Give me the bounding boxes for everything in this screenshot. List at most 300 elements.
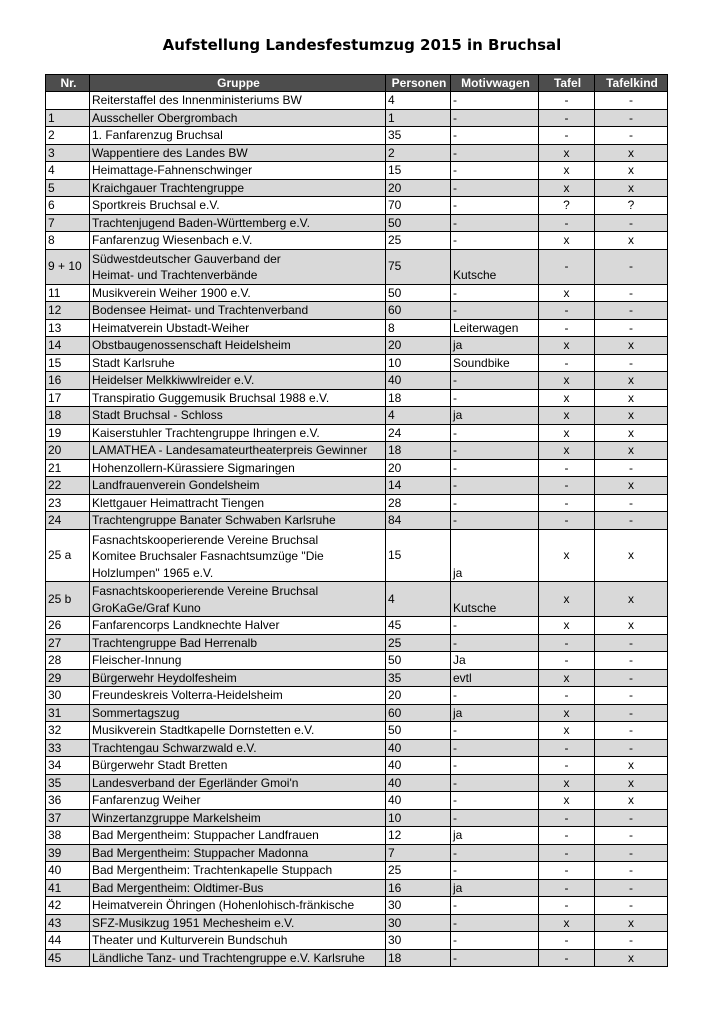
cell-tafelkind: x [595,949,668,967]
table-row [46,914,668,932]
table-row [46,757,668,775]
cell-tafelkind: x [595,477,668,495]
table-row [46,389,668,407]
cell-tafel: x [539,284,595,302]
cell-gruppe [90,494,386,512]
cell-personen: 24 [386,424,451,442]
table-row [46,529,668,582]
cell-gruppe [90,774,386,792]
cell-personen: 50 [386,722,451,740]
cell-personen: 10 [386,354,451,372]
cell-nr: 28 [46,652,90,670]
cell-tafel: x [539,407,595,425]
gruppe-line: Heimattage-Fahnenschwinger [92,163,253,177]
gruppe-line: Landesverband der Egerländer Gmoi'n [92,775,299,790]
cell-gruppe [90,862,386,880]
table-row [46,354,668,372]
table-row [46,162,668,180]
table-row [46,477,668,495]
cell-tafelkind: - [595,932,668,950]
gruppe-line: Sommertagszug [92,705,180,720]
cell-personen: 14 [386,477,451,495]
gruppe-line: GroKaGe/Graf Kuno [92,600,201,615]
cell-nr: 43 [46,914,90,932]
cell-tafel: - [539,302,595,320]
gruppe-line: Winzertanzgruppe Markelsheim [92,810,261,825]
cell-nr: 12 [46,302,90,320]
table-row [46,704,668,722]
cell-personen: 28 [386,494,451,512]
cell-tafel: x [539,914,595,932]
cell-gruppe [90,407,386,425]
cell-personen: 1 [386,109,451,127]
cell-tafel: - [539,739,595,757]
cell-gruppe [90,372,386,390]
cell-tafel: - [539,757,595,775]
cell-nr: 15 [46,354,90,372]
cell-tafelkind: x [595,442,668,460]
cell-tafel: x [539,144,595,162]
cell-nr: 5 [46,179,90,197]
cell-tafelkind: x [595,617,668,635]
table-row [46,774,668,792]
cell-tafelkind: - [595,354,668,372]
cell-tafel: - [539,827,595,845]
cell-tafel: x [539,424,595,442]
cell-motivwagen: - [451,932,539,950]
cell-tafelkind: x [595,529,668,582]
gruppe-line: Trachtenjugend Baden-Württemberg e.V. [92,215,310,230]
gruppe-line: Musikverein Weiher 1900 e.V. [92,285,251,300]
cell-tafelkind: - [595,214,668,232]
gruppe-line: Heimat- und Trachtenverbände [92,268,258,282]
cell-personen: 15 [386,529,451,582]
table-row [46,179,668,197]
cell-personen: 50 [386,652,451,670]
cell-nr: 34 [46,757,90,775]
cell-tafel: - [539,459,595,477]
cell-nr: 1 [46,109,90,127]
header-personen: Personen [386,75,451,92]
cell-motivwagen: - [451,424,539,442]
cell-tafel: - [539,932,595,950]
header-gruppe: Gruppe [90,75,386,92]
table-row [46,617,668,635]
cell-gruppe [90,354,386,372]
gruppe-line: Heimatverein Öhringen (Hohenlohisch-fränkische [92,898,355,912]
gruppe-line: Komitee Bruchsaler Fasnachtsumzüge "Die [92,549,324,563]
cell-personen: 25 [386,862,451,880]
cell-tafelkind: - [595,319,668,337]
gruppe-line: Theater und Kulturverein Bundschuh [92,933,288,947]
cell-gruppe [90,704,386,722]
cell-tafelkind: x [595,792,668,810]
cell-tafel: - [539,512,595,530]
cell-personen: 20 [386,337,451,355]
cell-motivwagen: - [451,897,539,915]
cell-tafel: x [539,162,595,180]
cell-nr: 41 [46,879,90,897]
gruppe-line: Musikverein Stadtkapelle Dornstetten e.V. [92,723,315,737]
cell-personen: 10 [386,809,451,827]
cell-personen: 25 [386,634,451,652]
cell-gruppe [90,197,386,215]
cell-motivwagen: - [451,844,539,862]
cell-nr: 25 a [46,529,90,582]
cell-motivwagen: ja [451,879,539,897]
cell-motivwagen: evtl [451,669,539,687]
cell-tafel: - [539,879,595,897]
cell-tafel: - [539,687,595,705]
table-row [46,792,668,810]
cell-nr: 44 [46,932,90,950]
page-title: Aufstellung Landesfestumzug 2015 in Bruchsal [162,36,562,54]
cell-motivwagen: ja [451,827,539,845]
cell-personen: 40 [386,757,451,775]
cell-tafel: - [539,634,595,652]
cell-tafelkind: - [595,127,668,145]
table-row [46,669,668,687]
cell-personen: 18 [386,389,451,407]
table-row [46,932,668,950]
cell-gruppe [90,617,386,635]
gruppe-line: Bürgerwehr Stadt Bretten [92,758,228,772]
gruppe-line: Kraichgauer Trachtengruppe [92,180,245,195]
gruppe-line: Bad Mergentheim: Stuppacher Madonna [92,845,309,860]
cell-gruppe [90,792,386,810]
cell-gruppe [90,232,386,250]
cell-nr: 7 [46,214,90,232]
cell-gruppe [90,302,386,320]
cell-tafelkind: - [595,92,668,110]
cell-tafelkind: x [595,232,668,250]
cell-tafel: - [539,109,595,127]
cell-nr: 14 [46,337,90,355]
cell-tafelkind: - [595,459,668,477]
cell-motivwagen: - [451,617,539,635]
cell-nr: 6 [46,197,90,215]
table-row [46,827,668,845]
cell-personen: 40 [386,792,451,810]
cell-motivwagen: - [451,127,539,145]
cell-motivwagen: - [451,109,539,127]
cell-personen: 30 [386,914,451,932]
cell-tafel: - [539,897,595,915]
table-row [46,687,668,705]
cell-tafelkind: - [595,669,668,687]
gruppe-line: Stadt Bruchsal - Schloss [92,408,223,422]
gruppe-line: Südwestdeutscher Gauverband der [92,251,281,266]
cell-gruppe [90,652,386,670]
cell-nr: 32 [46,722,90,740]
cell-tafelkind: x [595,774,668,792]
gruppe-line: Kaiserstuhler Trachtengruppe Ihringen e.V. [92,425,320,440]
cell-gruppe [90,722,386,740]
cell-tafel: - [539,319,595,337]
cell-gruppe [90,144,386,162]
cell-tafelkind: x [595,389,668,407]
cell-tafelkind: - [595,704,668,722]
cell-personen: 18 [386,949,451,967]
header-tafel: Tafel [539,75,595,92]
cell-motivwagen: - [451,144,539,162]
header-nr: Nr. [46,75,90,92]
cell-personen: 12 [386,827,451,845]
cell-tafel: x [539,722,595,740]
cell-nr: 31 [46,704,90,722]
cell-gruppe [90,337,386,355]
cell-personen: 35 [386,127,451,145]
table-row [46,459,668,477]
cell-nr: 11 [46,284,90,302]
cell-gruppe [90,932,386,950]
gruppe-line: Bad Mergentheim: Stuppacher Landfrauen [92,828,319,842]
cell-personen: 18 [386,442,451,460]
cell-tafel: x [539,669,595,687]
cell-tafel: - [539,249,595,284]
gruppe-line: Wappentiere des Landes BW [92,145,248,160]
gruppe-line: Ausscheller Obergrombach [92,110,238,125]
gruppe-line: Bad Mergentheim: Trachtenkapelle Stuppach [92,863,333,877]
table-body [46,92,668,967]
cell-nr: 25 b [46,582,90,617]
cell-gruppe [90,477,386,495]
cell-personen: 2 [386,144,451,162]
cell-motivwagen: - [451,512,539,530]
cell-gruppe [90,459,386,477]
table-row [46,512,668,530]
cell-tafelkind: ? [595,197,668,215]
cell-gruppe [90,687,386,705]
cell-gruppe [90,914,386,932]
gruppe-line: Reiterstaffel des Innenministeriums BW [92,93,302,107]
table-row [46,372,668,390]
cell-motivwagen: Kutsche [451,582,539,617]
table-row [46,862,668,880]
cell-personen: 16 [386,879,451,897]
cell-nr: 4 [46,162,90,180]
cell-tafelkind: - [595,284,668,302]
cell-tafelkind: x [595,179,668,197]
cell-motivwagen: - [451,197,539,215]
cell-nr: 16 [46,372,90,390]
gruppe-line: Fanfarenzug Wiesenbach e.V. [92,233,253,247]
cell-gruppe [90,512,386,530]
cell-motivwagen: - [451,634,539,652]
cell-tafel: x [539,617,595,635]
cell-tafel: x [539,529,595,582]
gruppe-line: Trachtengau Schwarzwald e.V. [92,740,257,755]
cell-tafel: - [539,809,595,827]
cell-tafelkind: x [595,757,668,775]
cell-tafel: ? [539,197,595,215]
cell-nr: 3 [46,144,90,162]
cell-personen: 40 [386,372,451,390]
gruppe-line: Obstbaugenossenschaft Heidelsheim [92,338,291,352]
cell-tafel: x [539,704,595,722]
cell-motivwagen: - [451,494,539,512]
cell-tafel: x [539,582,595,617]
cell-gruppe [90,127,386,145]
header-tafelkind: Tafelkind [595,75,668,92]
cell-tafel: x [539,774,595,792]
table-row [46,127,668,145]
table-row [46,144,668,162]
gruppe-line: Freundeskreis Volterra-Heidelsheim [92,688,283,702]
cell-motivwagen: ja [451,337,539,355]
cell-tafelkind: x [595,914,668,932]
cell-nr: 35 [46,774,90,792]
table-row [46,949,668,967]
cell-personen: 75 [386,249,451,284]
cell-tafel: - [539,844,595,862]
cell-tafelkind: - [595,809,668,827]
cell-personen: 20 [386,179,451,197]
cell-tafelkind: x [595,162,668,180]
table-row [46,249,668,284]
cell-nr: 30 [46,687,90,705]
cell-nr: 21 [46,459,90,477]
cell-tafelkind: - [595,634,668,652]
cell-motivwagen: Soundbike [451,354,539,372]
cell-nr: 17 [46,389,90,407]
cell-nr: 20 [46,442,90,460]
cell-tafelkind: x [595,144,668,162]
gruppe-line: Bodensee Heimat- und Trachtenverband [92,303,309,317]
cell-gruppe [90,949,386,967]
cell-tafelkind: - [595,844,668,862]
cell-personen: 60 [386,704,451,722]
cell-nr: 38 [46,827,90,845]
cell-gruppe [90,389,386,407]
header-motivwagen: Motivwagen [451,75,539,92]
cell-gruppe [90,827,386,845]
cell-tafel: x [539,372,595,390]
cell-tafelkind: - [595,109,668,127]
cell-motivwagen: - [451,949,539,967]
cell-gruppe [90,757,386,775]
table-row [46,809,668,827]
cell-motivwagen: Kutsche [451,249,539,284]
cell-tafel: x [539,337,595,355]
cell-tafel: - [539,127,595,145]
cell-motivwagen: - [451,739,539,757]
cell-tafel: - [539,652,595,670]
table-row [46,302,668,320]
cell-gruppe [90,879,386,897]
cell-motivwagen: - [451,862,539,880]
gruppe-line: Trachtengruppe Banater Schwaben Karlsruhe [92,513,336,527]
gruppe-line: Ländliche Tanz- und Trachtengruppe e.V. Karlsruhe [92,950,365,965]
gruppe-line: Fanfarencorps Landknechte Halver [92,618,280,632]
cell-motivwagen: - [451,687,539,705]
cell-nr: 37 [46,809,90,827]
cell-nr: 40 [46,862,90,880]
cell-nr: 45 [46,949,90,967]
cell-gruppe [90,424,386,442]
cell-motivwagen: - [451,442,539,460]
cell-tafel: - [539,477,595,495]
cell-nr: 36 [46,792,90,810]
cell-personen: 20 [386,687,451,705]
cell-tafelkind: - [595,687,668,705]
cell-personen: 4 [386,582,451,617]
cell-personen: 84 [386,512,451,530]
cell-motivwagen: - [451,757,539,775]
table-row [46,652,668,670]
cell-tafelkind: x [595,337,668,355]
table-row [46,109,668,127]
cell-tafel: - [539,862,595,880]
cell-tafel: - [539,354,595,372]
cell-motivwagen: - [451,284,539,302]
cell-tafelkind: - [595,897,668,915]
cell-tafel: x [539,232,595,250]
table-row [46,92,668,110]
cell-tafel: x [539,389,595,407]
cell-motivwagen: - [451,914,539,932]
gruppe-line: Klettgauer Heimattracht Tiengen [92,495,265,510]
cell-nr: 19 [46,424,90,442]
cell-gruppe [90,284,386,302]
table-row [46,722,668,740]
cell-motivwagen: - [451,92,539,110]
cell-tafelkind: - [595,494,668,512]
gruppe-line: Landfrauenverein Gondelsheim [92,478,260,492]
table-row [46,337,668,355]
cell-nr [46,92,90,110]
cell-tafelkind: - [595,739,668,757]
gruppe-line: Transpiratio Guggemusik Bruchsal 1988 e.V. [92,390,330,405]
cell-gruppe [90,809,386,827]
cell-tafel: x [539,792,595,810]
cell-nr: 9 + 10 [46,249,90,284]
cell-personen: 25 [386,232,451,250]
cell-tafelkind: x [595,407,668,425]
cell-motivwagen: - [451,302,539,320]
table-row [46,494,668,512]
cell-gruppe [90,634,386,652]
cell-personen: 15 [386,162,451,180]
cell-tafelkind: - [595,879,668,897]
cell-motivwagen: - [451,162,539,180]
cell-personen: 4 [386,407,451,425]
table-header-row [46,75,668,92]
cell-tafel: - [539,949,595,967]
cell-personen: 4 [386,92,451,110]
table-row [46,879,668,897]
cell-gruppe [90,214,386,232]
gruppe-line: 1. Fanfarenzug Bruchsal [92,128,223,142]
cell-personen: 50 [386,214,451,232]
cell-nr: 23 [46,494,90,512]
cell-tafelkind: - [595,652,668,670]
gruppe-line: Sportkreis Bruchsal e.V. [92,198,220,212]
table-row [46,739,668,757]
cell-motivwagen: - [451,389,539,407]
table-row [46,232,668,250]
table-row [46,197,668,215]
gruppe-line: Fleischer-Innung [92,653,182,667]
gruppe-line: Bad Mergentheim: Oldtimer-Bus [92,880,264,895]
cell-gruppe [90,897,386,915]
cell-personen: 35 [386,669,451,687]
cell-gruppe [90,442,386,460]
cell-motivwagen: - [451,809,539,827]
cell-gruppe [90,162,386,180]
gruppe-line: Fanfarenzug Weiher [92,793,201,807]
cell-nr: 13 [46,319,90,337]
